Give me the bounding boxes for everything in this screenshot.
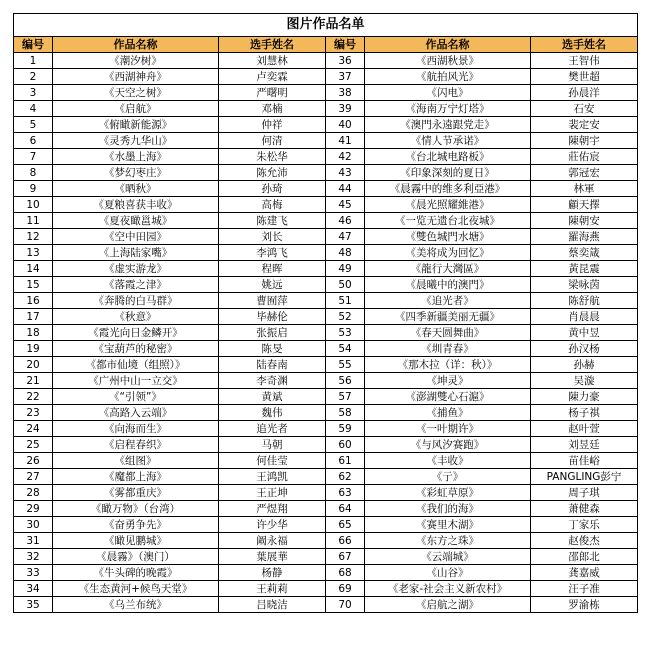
contestant-name: 莊佑宸 [531, 149, 638, 165]
contestant-name: 黃昆震 [531, 261, 638, 277]
work-title: 《向海而生》 [53, 421, 219, 437]
table-row [14, 101, 638, 117]
entry-number: 33 [14, 565, 53, 581]
entry-number: 59 [326, 421, 365, 437]
contestant-name: 孙赫 [531, 357, 638, 373]
entry-number: 21 [14, 373, 53, 389]
work-title: 《春天圆舞曲》 [365, 325, 531, 341]
entry-number: 60 [326, 437, 365, 453]
work-title: 《水墨上海》 [53, 149, 219, 165]
contestant-name: 马朝 [219, 437, 326, 453]
entry-number: 5 [14, 117, 53, 133]
work-title: 《山谷》 [365, 565, 531, 581]
contestant-name: 王鸿凯 [219, 469, 326, 485]
work-title: 《天空之树》 [53, 85, 219, 101]
table-row [14, 133, 638, 149]
work-title: 《东方之珠》 [365, 533, 531, 549]
entry-number: 28 [14, 485, 53, 501]
contestant-name: 陈建飞 [219, 213, 326, 229]
entry-number: 20 [14, 357, 53, 373]
column-header-number: 编号 [326, 37, 365, 53]
work-title: 《闪电》 [365, 85, 531, 101]
contestant-name: 严曙明 [219, 85, 326, 101]
work-title: 《组图》 [53, 453, 219, 469]
entry-number: 26 [14, 453, 53, 469]
contestant-name: 吕晓洁 [219, 597, 326, 613]
entry-number: 30 [14, 517, 53, 533]
work-title: 《西湖神舟》 [53, 69, 219, 85]
contestant-name: 孙汉杨 [531, 341, 638, 357]
contestant-name: 姚远 [219, 277, 326, 293]
entry-number: 34 [14, 581, 53, 597]
contestant-name: 顧天擇 [531, 197, 638, 213]
contestant-name: 卢奕霖 [219, 69, 326, 85]
entry-number: 6 [14, 133, 53, 149]
work-title: 《瞰万物》（台湾） [53, 501, 219, 517]
entry-number: 53 [326, 325, 365, 341]
work-title: 《雾都重庆》 [53, 485, 219, 501]
contestant-name: 罗渝栋 [531, 597, 638, 613]
contestant-name: 许少华 [219, 517, 326, 533]
contestant-name: 林軍 [531, 181, 638, 197]
work-title: 《夏夜瞰邕城》 [53, 213, 219, 229]
work-title: 《捕鱼》 [365, 405, 531, 421]
contestant-name: 杨子祺 [531, 405, 638, 421]
table-row [14, 85, 638, 101]
work-title: 《航拍风光》 [365, 69, 531, 85]
entry-number: 15 [14, 277, 53, 293]
entry-number: 68 [326, 565, 365, 581]
work-title: 《我们的海》 [365, 501, 531, 517]
contestant-name: 苗佳峪 [531, 453, 638, 469]
work-title: 《高路入云端》 [53, 405, 219, 421]
contestant-name: 丁家乐 [531, 517, 638, 533]
column-header-contestant: 选手姓名 [531, 37, 638, 53]
work-title: 《晒秋》 [53, 181, 219, 197]
contestant-name: 王莉莉 [219, 581, 326, 597]
entry-number: 41 [326, 133, 365, 149]
contestant-name: 孙晨洋 [531, 85, 638, 101]
work-title: 《彩虹草原》 [365, 485, 531, 501]
entry-number: 7 [14, 149, 53, 165]
table-row [14, 501, 638, 517]
contestant-name: 龚嘉威 [531, 565, 638, 581]
table-row [14, 53, 638, 69]
entry-number: 44 [326, 181, 365, 197]
contestant-name: 蔡奕箴 [531, 245, 638, 261]
work-title: 《老家-社会主义新农村》 [365, 581, 531, 597]
entry-number: 55 [326, 357, 365, 373]
work-title: 《与风汐赛跑》 [365, 437, 531, 453]
table-row [14, 149, 638, 165]
work-title: 《西湖秋景》 [365, 53, 531, 69]
table-row [14, 389, 638, 405]
contestant-name: 陳力豪 [531, 389, 638, 405]
contestant-name: 何清 [219, 133, 326, 149]
contestant-name: 赵俊杰 [531, 533, 638, 549]
work-title: 《情人节承诺》 [365, 133, 531, 149]
contestant-name: 程晖 [219, 261, 326, 277]
work-title: 《晨曦中的澳門》 [365, 277, 531, 293]
contestant-name: 萧健森 [531, 501, 638, 517]
table-row [14, 517, 638, 533]
contestant-name: 追光者 [219, 421, 326, 437]
contestant-name: 朱松华 [219, 149, 326, 165]
table-row [14, 469, 638, 485]
table-row [14, 261, 638, 277]
table-row [14, 245, 638, 261]
table-row [14, 437, 638, 453]
work-title: 《奋勇争先》 [53, 517, 219, 533]
table-row [14, 325, 638, 341]
page-title: 图片作品名单 [14, 14, 638, 37]
entry-number: 10 [14, 197, 53, 213]
entry-number: 8 [14, 165, 53, 181]
contestant-name: 裴定安 [531, 117, 638, 133]
table-row [14, 549, 638, 565]
contestant-name: 魏伟 [219, 405, 326, 421]
work-title: 《启程春织》 [53, 437, 219, 453]
contestant-name: 陈旻 [219, 341, 326, 357]
entry-number: 36 [326, 53, 365, 69]
contestant-name: 葉展華 [219, 549, 326, 565]
work-title: 《上海陆家嘴》 [53, 245, 219, 261]
work-title: 《乌兰布统》 [53, 597, 219, 613]
entry-number: 17 [14, 309, 53, 325]
entry-number: 65 [326, 517, 365, 533]
entry-number: 46 [326, 213, 365, 229]
contestant-name: 毕赫伦 [219, 309, 326, 325]
table-row [14, 373, 638, 389]
entry-number: 63 [326, 485, 365, 501]
entries-table [13, 13, 638, 613]
work-title: 《赛里木湖》 [365, 517, 531, 533]
contestant-name: 汪子准 [531, 581, 638, 597]
contestant-name: 王正坤 [219, 485, 326, 501]
contestant-name: 刘慧林 [219, 53, 326, 69]
work-title: 《广州中山一立交》 [53, 373, 219, 389]
entry-number: 54 [326, 341, 365, 357]
entry-number: 47 [326, 229, 365, 245]
entry-number: 29 [14, 501, 53, 517]
contestant-name: 高梅 [219, 197, 326, 213]
entry-number: 19 [14, 341, 53, 357]
work-title: 《灵秀九华山》 [53, 133, 219, 149]
work-title: 《秋意》 [53, 309, 219, 325]
entry-number: 61 [326, 453, 365, 469]
contestant-name: 张振启 [219, 325, 326, 341]
entry-number: 62 [326, 469, 365, 485]
entry-number: 9 [14, 181, 53, 197]
work-title: 《晨霧》（澳门） [53, 549, 219, 565]
contestant-name: 李鸿飞 [219, 245, 326, 261]
work-title: 《晨霧中的维多利亞港》 [365, 181, 531, 197]
work-title: 《潮汐树》 [53, 53, 219, 69]
work-title: 《霞光向日金鳞开》 [53, 325, 219, 341]
work-title: 《坤灵》 [365, 373, 531, 389]
entry-number: 45 [326, 197, 365, 213]
entry-number: 50 [326, 277, 365, 293]
entry-number: 39 [326, 101, 365, 117]
work-title: 《追光者》 [365, 293, 531, 309]
work-title: 《一览无遗台北夜城》 [365, 213, 531, 229]
work-title: 《瞰见鹏城》 [53, 533, 219, 549]
work-title: 《印象深刻的夏日》 [365, 165, 531, 181]
work-title: 《奔腾的白马群》 [53, 293, 219, 309]
contestant-name: 黄中昱 [531, 325, 638, 341]
table-row [14, 277, 638, 293]
entry-number: 66 [326, 533, 365, 549]
contestant-name: 吴漩 [531, 373, 638, 389]
entry-number: 52 [326, 309, 365, 325]
contestant-name: 王智伟 [531, 53, 638, 69]
entry-number: 38 [326, 85, 365, 101]
table-row [14, 597, 638, 613]
header-row [14, 37, 638, 53]
entry-number: 2 [14, 69, 53, 85]
work-title: 《都市仙境（组照）》 [53, 357, 219, 373]
contestant-name: 陆春南 [219, 357, 326, 373]
entry-number: 22 [14, 389, 53, 405]
work-title: 《启航》 [53, 101, 219, 117]
work-title: 《雙色城門水塘》 [365, 229, 531, 245]
entry-number: 48 [326, 245, 365, 261]
work-title: 《魔都上海》 [53, 469, 219, 485]
table-row [14, 197, 638, 213]
entry-number: 3 [14, 85, 53, 101]
work-title: 《落霞之津》 [53, 277, 219, 293]
table-row [14, 357, 638, 373]
table-row [14, 405, 638, 421]
entry-number: 23 [14, 405, 53, 421]
contestant-name: 樊世超 [531, 69, 638, 85]
entry-number: 67 [326, 549, 365, 565]
table-row [14, 165, 638, 181]
entry-number: 57 [326, 389, 365, 405]
contestant-name: 杨静 [219, 565, 326, 581]
table-row [14, 533, 638, 549]
contestant-name: 陳朝宇 [531, 133, 638, 149]
contestant-name: 曹囿萍 [219, 293, 326, 309]
contestant-name: 邵郎北 [531, 549, 638, 565]
work-title: 《梦幻枣庄》 [53, 165, 219, 181]
contestant-name: 严煜翔 [219, 501, 326, 517]
entry-number: 69 [326, 581, 365, 597]
entry-number: 24 [14, 421, 53, 437]
work-title: 《那木拉（详：秋）》 [365, 357, 531, 373]
table-row [14, 341, 638, 357]
work-title: 《云端城》 [365, 549, 531, 565]
entry-number: 51 [326, 293, 365, 309]
entry-number: 14 [14, 261, 53, 277]
contestant-name: 赵叶萱 [531, 421, 638, 437]
entry-number: 35 [14, 597, 53, 613]
entry-number: 12 [14, 229, 53, 245]
contestant-name: 刘长 [219, 229, 326, 245]
column-header-number: 编号 [14, 37, 53, 53]
entry-number: 32 [14, 549, 53, 565]
column-header-work: 作品名称 [53, 37, 219, 53]
contestant-name: 陳朝安 [531, 213, 638, 229]
table-row [14, 421, 638, 437]
entry-number: 49 [326, 261, 365, 277]
table-row [14, 309, 638, 325]
column-header-work: 作品名称 [365, 37, 531, 53]
contestant-name: 石安 [531, 101, 638, 117]
work-title: 《空中田园》 [53, 229, 219, 245]
contestant-name: 梁咏茵 [531, 277, 638, 293]
entry-number: 40 [326, 117, 365, 133]
entry-number: 18 [14, 325, 53, 341]
contestant-name: 陈舒航 [531, 293, 638, 309]
contestant-name: 郭冠宏 [531, 165, 638, 181]
contestant-name: 陈允沛 [219, 165, 326, 181]
work-title: 《丰收》 [365, 453, 531, 469]
work-title: 《美将成为回忆》 [365, 245, 531, 261]
table-row [14, 453, 638, 469]
work-title: 《台北城电路板》 [365, 149, 531, 165]
work-title: 《牛头碑的晚霞》 [53, 565, 219, 581]
entry-number: 13 [14, 245, 53, 261]
entry-number: 64 [326, 501, 365, 517]
work-title: 《一叶期许》 [365, 421, 531, 437]
contestant-name: 肖晨晨 [531, 309, 638, 325]
table-row [14, 485, 638, 501]
work-title: 《俯瞰新能源》 [53, 117, 219, 133]
work-title: 《亍》 [365, 469, 531, 485]
work-title: 《虚实游龙》 [53, 261, 219, 277]
entry-number: 31 [14, 533, 53, 549]
entry-number: 43 [326, 165, 365, 181]
entry-number: 27 [14, 469, 53, 485]
table-row [14, 117, 638, 133]
work-title: 《澎湖雙心石滬》 [365, 389, 531, 405]
contestant-name: 阚永福 [219, 533, 326, 549]
contestant-name: 周子琪 [531, 485, 638, 501]
contestant-name: 邓楠 [219, 101, 326, 117]
contestant-name: 刘昱廷 [531, 437, 638, 453]
work-title: 《“引领”》 [53, 389, 219, 405]
entry-number: 42 [326, 149, 365, 165]
work-title: 《生态黄河+候鸟天堂》 [53, 581, 219, 597]
entry-number: 58 [326, 405, 365, 421]
contestant-name: 孙琦 [219, 181, 326, 197]
entry-number: 25 [14, 437, 53, 453]
entry-number: 56 [326, 373, 365, 389]
entry-number: 16 [14, 293, 53, 309]
entry-number: 4 [14, 101, 53, 117]
contestant-name: 黄斌 [219, 389, 326, 405]
contestant-name: 仲祥 [219, 117, 326, 133]
table-row [14, 181, 638, 197]
table-row [14, 293, 638, 309]
work-title: 《宝葫芦的秘密》 [53, 341, 219, 357]
entry-number: 70 [326, 597, 365, 613]
work-title: 《龍行大灣區》 [365, 261, 531, 277]
table-row [14, 69, 638, 85]
table-row [14, 213, 638, 229]
entry-number: 11 [14, 213, 53, 229]
entry-number: 1 [14, 53, 53, 69]
entry-number: 37 [326, 69, 365, 85]
work-title: 《启航之湖》 [365, 597, 531, 613]
work-title: 《夏粮喜获丰收》 [53, 197, 219, 213]
contestant-name: PANGLING彭宁 [531, 469, 638, 485]
contestant-name: 何佳莹 [219, 453, 326, 469]
work-title: 《海南万宁灯塔》 [365, 101, 531, 117]
table-row [14, 565, 638, 581]
work-title: 《澳門永遠跟党走》 [365, 117, 531, 133]
work-title: 《晨光照耀維港》 [365, 197, 531, 213]
table-row [14, 581, 638, 597]
table-row [14, 229, 638, 245]
column-header-contestant: 选手姓名 [219, 37, 326, 53]
work-title: 《圳青春》 [365, 341, 531, 357]
work-title: 《四季新疆美丽无疆》 [365, 309, 531, 325]
contestant-name: 李奇渊 [219, 373, 326, 389]
contestant-name: 羅海燕 [531, 229, 638, 245]
